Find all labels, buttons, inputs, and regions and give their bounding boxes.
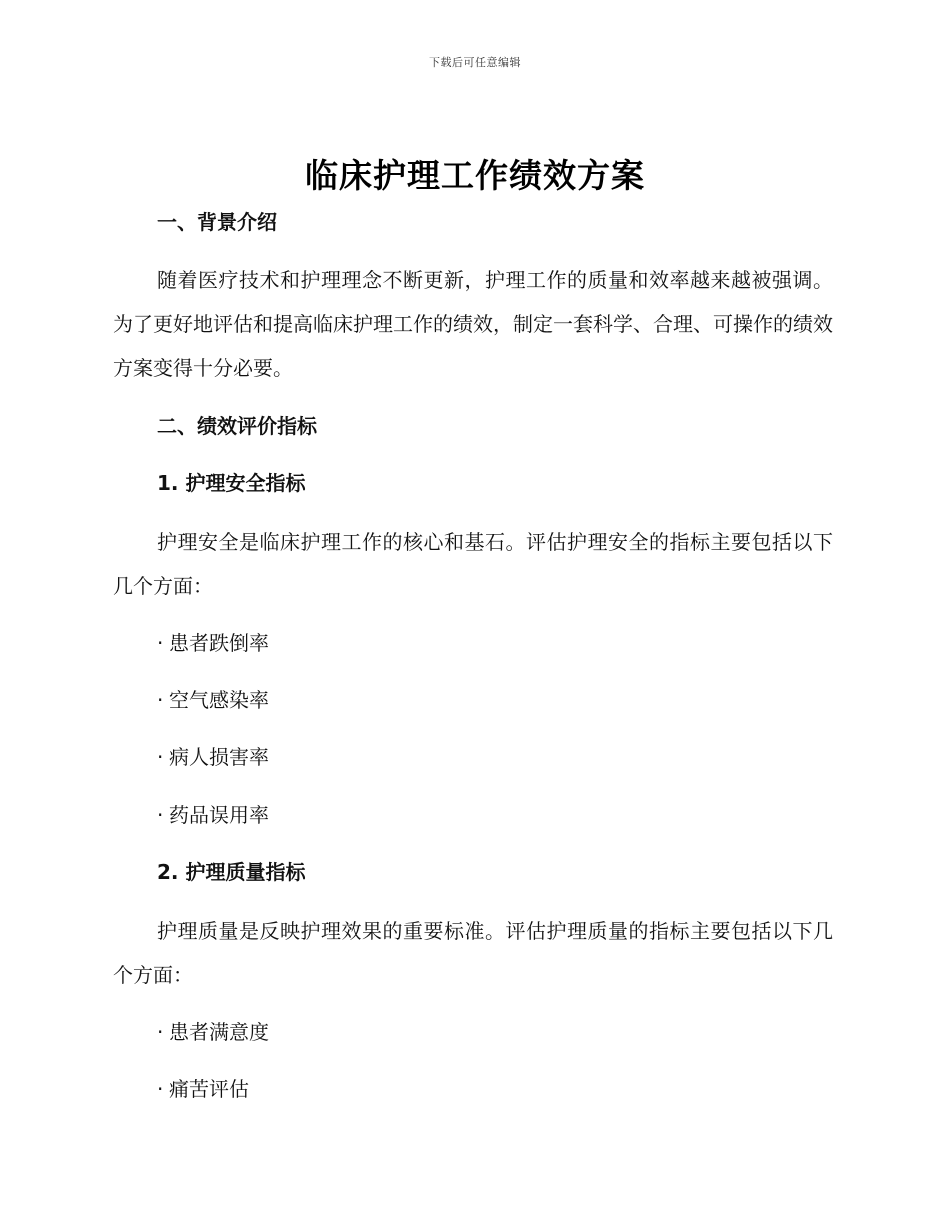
document-title: 临床护理工作绩效方案 — [305, 156, 645, 195]
list-item — [113, 801, 833, 829]
list-item — [113, 629, 833, 657]
bullet-dot: · — [157, 631, 164, 655]
bullet-dot: · — [157, 745, 164, 769]
list-item-text: 患者满意度 — [169, 1020, 269, 1044]
bullet-dot: · — [157, 1020, 164, 1044]
list-item — [113, 1018, 833, 1046]
heading-text: 二、绩效评价指标 — [157, 414, 317, 438]
list-item-text: 病人损害率 — [169, 745, 269, 769]
bullet-dot: · — [157, 1077, 164, 1101]
subheading-quality — [113, 858, 833, 886]
heading-text: 一、背景介绍 — [157, 210, 277, 234]
paragraph-safety — [113, 520, 833, 608]
paragraph-text: 护理质量是反映护理效果的重要标准。评估护理质量的指标主要包括以下几个方面： — [113, 919, 833, 987]
list-item-text: 患者跌倒率 — [169, 631, 269, 655]
list-item — [113, 743, 833, 771]
list-item-text: 痛苦评估 — [169, 1077, 249, 1101]
header-note: 下载后可任意编辑 — [429, 56, 521, 69]
bullet-dot: · — [157, 688, 164, 712]
paragraph-text: 护理安全是临床护理工作的核心和基石。评估护理安全的指标主要包括以下几个方面： — [113, 530, 833, 598]
paragraph-background — [113, 258, 833, 390]
heading-text: 2. 护理质量指标 — [157, 860, 306, 884]
paragraph-quality — [113, 909, 833, 997]
heading-text: 1. 护理安全指标 — [157, 471, 306, 495]
list-item-text: 空气感染率 — [169, 688, 269, 712]
paragraph-text: 随着医疗技术和护理理念不断更新，护理工作的质量和效率越来越被强调。为了更好地评估和提高临床护理工作的绩效，制定一套科学、合理、可操作的绩效方案变得十分必要。 — [113, 268, 833, 380]
list-item — [113, 1075, 833, 1103]
list-item-text: 药品误用率 — [169, 803, 269, 827]
subheading-safety — [113, 469, 833, 497]
list-item — [113, 686, 833, 714]
section-heading-indicators — [113, 412, 833, 440]
section-heading-background — [113, 208, 833, 236]
bullet-dot: · — [157, 803, 164, 827]
